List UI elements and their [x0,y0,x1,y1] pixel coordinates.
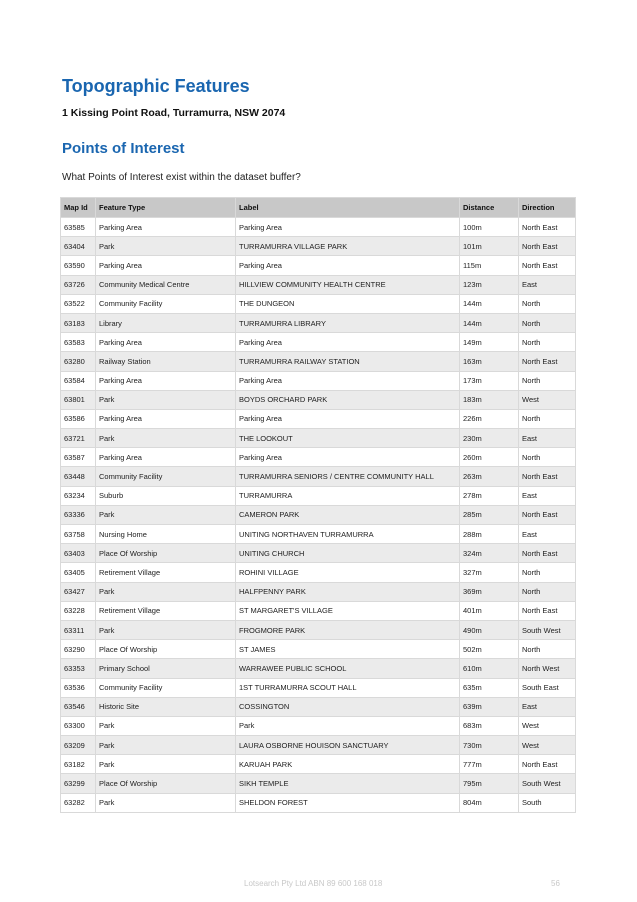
cell-direction: East [519,486,576,505]
cell-direction: North [519,371,576,390]
cell-feature-type: Community Facility [96,467,236,486]
cell-direction: West [519,736,576,755]
cell-feature-type: Parking Area [96,333,236,352]
cell-distance: 327m [460,563,519,582]
cell-distance: 163m [460,352,519,371]
cell-direction: North East [519,505,576,524]
cell-label: TURRAMURRA LIBRARY [236,313,460,332]
cell-map-id: 63300 [61,716,96,735]
table-row [61,525,576,544]
cell-direction: West [519,716,576,735]
cell-map-id: 63234 [61,486,96,505]
cell-label: UNITING CHURCH [236,544,460,563]
cell-feature-type: Primary School [96,659,236,678]
cell-map-id: 63403 [61,544,96,563]
cell-feature-type: Parking Area [96,256,236,275]
cell-label: BOYDS ORCHARD PARK [236,390,460,409]
cell-direction: North [519,640,576,659]
cell-label: Parking Area [236,448,460,467]
cell-label: TURRAMURRA SENIORS / CENTRE COMMUNITY HALL [236,467,460,486]
cell-map-id: 63183 [61,313,96,332]
points-of-interest-table [60,197,576,813]
cell-map-id: 63299 [61,774,96,793]
cell-label: ROHINI VILLAGE [236,563,460,582]
cell-distance: 369m [460,582,519,601]
cell-distance: 123m [460,275,519,294]
cell-distance: 401m [460,601,519,620]
cell-map-id: 63228 [61,601,96,620]
column-header-map-id: Map Id [61,198,96,218]
cell-distance: 144m [460,313,519,332]
cell-map-id: 63726 [61,275,96,294]
cell-feature-type: Community Facility [96,678,236,697]
cell-direction: South West [519,620,576,639]
cell-map-id: 63801 [61,390,96,409]
cell-direction: North [519,448,576,467]
cell-direction: East [519,697,576,716]
table-row [61,793,576,812]
cell-distance: 183m [460,390,519,409]
cell-feature-type: Park [96,390,236,409]
cell-label: UNITING NORTHAVEN TURRAMURRA [236,525,460,544]
table-row [61,736,576,755]
table-row [61,678,576,697]
cell-feature-type: Park [96,505,236,524]
cell-feature-type: Community Medical Centre [96,275,236,294]
table-row [61,640,576,659]
cell-direction: East [519,525,576,544]
cell-direction: North [519,313,576,332]
column-header-feature-type: Feature Type [96,198,236,218]
cell-feature-type: Place Of Worship [96,640,236,659]
cell-feature-type: Railway Station [96,352,236,371]
table-row [61,467,576,486]
cell-map-id: 63290 [61,640,96,659]
cell-label: TURRAMURRA VILLAGE PARK [236,237,460,256]
table-row [61,218,576,237]
cell-map-id: 63584 [61,371,96,390]
table-header-row [61,198,576,218]
cell-map-id: 63758 [61,525,96,544]
cell-direction: South West [519,774,576,793]
table-row [61,371,576,390]
cell-map-id: 63590 [61,256,96,275]
page-title: Topographic Features [62,76,250,96]
cell-label: THE DUNGEON [236,294,460,313]
table-row [61,755,576,774]
table-row [61,294,576,313]
cell-label: HILLVIEW COMMUNITY HEALTH CENTRE [236,275,460,294]
column-header-distance: Distance [460,198,519,218]
cell-distance: 263m [460,467,519,486]
cell-label: Parking Area [236,409,460,428]
cell-map-id: 63586 [61,409,96,428]
cell-label: COSSINGTON [236,697,460,716]
table-row [61,256,576,275]
cell-distance: 502m [460,640,519,659]
cell-direction: North [519,333,576,352]
cell-feature-type: Parking Area [96,409,236,428]
cell-label: Parking Area [236,256,460,275]
cell-distance: 730m [460,736,519,755]
table-row [61,390,576,409]
cell-direction: North East [519,256,576,275]
cell-distance: 230m [460,429,519,448]
cell-distance: 639m [460,697,519,716]
cell-label: TURRAMURRA [236,486,460,505]
cell-map-id: 63353 [61,659,96,678]
table-row [61,774,576,793]
cell-label: THE LOOKOUT [236,429,460,448]
cell-map-id: 63282 [61,793,96,812]
table-row [61,448,576,467]
cell-feature-type: Nursing Home [96,525,236,544]
cell-feature-type: Park [96,237,236,256]
table-row [61,486,576,505]
cell-distance: 795m [460,774,519,793]
table-row [61,659,576,678]
cell-label: FROGMORE PARK [236,620,460,639]
cell-direction: West [519,390,576,409]
cell-map-id: 63336 [61,505,96,524]
cell-distance: 804m [460,793,519,812]
cell-direction: North West [519,659,576,678]
cell-map-id: 63721 [61,429,96,448]
cell-distance: 490m [460,620,519,639]
cell-feature-type: Park [96,716,236,735]
cell-map-id: 63280 [61,352,96,371]
cell-label: LAURA OSBORNE HOUISON SANCTUARY [236,736,460,755]
cell-distance: 278m [460,486,519,505]
cell-feature-type: Place Of Worship [96,774,236,793]
cell-feature-type: Parking Area [96,218,236,237]
cell-distance: 226m [460,409,519,428]
cell-distance: 173m [460,371,519,390]
cell-distance: 635m [460,678,519,697]
cell-distance: 285m [460,505,519,524]
section-question: What Points of Interest exist within the dataset buffer? [62,172,301,183]
site-address: 1 Kissing Point Road, Turramurra, NSW 2074 [62,107,286,119]
cell-label: WARRAWEE PUBLIC SCHOOL [236,659,460,678]
cell-label: HALFPENNY PARK [236,582,460,601]
cell-map-id: 63405 [61,563,96,582]
cell-map-id: 63546 [61,697,96,716]
cell-distance: 101m [460,237,519,256]
cell-direction: North East [519,352,576,371]
table-row [61,409,576,428]
cell-distance: 260m [460,448,519,467]
cell-feature-type: Library [96,313,236,332]
cell-label: CAMERON PARK [236,505,460,524]
cell-label: Parking Area [236,218,460,237]
cell-feature-type: Retirement Village [96,601,236,620]
cell-label: SIKH TEMPLE [236,774,460,793]
cell-direction: North East [519,467,576,486]
table-row [61,237,576,256]
table-row [61,544,576,563]
table-row [61,333,576,352]
cell-distance: 100m [460,218,519,237]
cell-direction: East [519,275,576,294]
table-row [61,313,576,332]
cell-map-id: 63587 [61,448,96,467]
cell-direction: North [519,409,576,428]
cell-feature-type: Historic Site [96,697,236,716]
cell-map-id: 63427 [61,582,96,601]
section-title: Points of Interest [62,140,185,157]
table-row [61,275,576,294]
cell-feature-type: Park [96,793,236,812]
cell-map-id: 63182 [61,755,96,774]
cell-label: Parking Area [236,371,460,390]
cell-feature-type: Suburb [96,486,236,505]
cell-map-id: 63536 [61,678,96,697]
cell-feature-type: Parking Area [96,371,236,390]
column-header-direction: Direction [519,198,576,218]
table-row [61,352,576,371]
page-number: 56 [551,879,560,888]
cell-map-id: 63209 [61,736,96,755]
cell-feature-type: Park [96,429,236,448]
cell-label: TURRAMURRA RAILWAY STATION [236,352,460,371]
cell-direction: South East [519,678,576,697]
cell-direction: North [519,294,576,313]
cell-map-id: 63522 [61,294,96,313]
cell-direction: East [519,429,576,448]
cell-label: ST MARGARET'S VILLAGE [236,601,460,620]
cell-direction: North [519,582,576,601]
cell-feature-type: Retirement Village [96,563,236,582]
cell-map-id: 63583 [61,333,96,352]
table-row [61,582,576,601]
cell-label: Park [236,716,460,735]
table-row [61,505,576,524]
column-header-label: Label [236,198,460,218]
cell-direction: North [519,563,576,582]
table-row [61,563,576,582]
cell-label: KARUAH PARK [236,755,460,774]
cell-feature-type: Park [96,736,236,755]
cell-distance: 777m [460,755,519,774]
table-row [61,697,576,716]
cell-label: SHELDON FOREST [236,793,460,812]
table-body [61,218,576,813]
cell-distance: 144m [460,294,519,313]
table-row [61,601,576,620]
cell-map-id: 63404 [61,237,96,256]
cell-distance: 683m [460,716,519,735]
cell-distance: 324m [460,544,519,563]
cell-map-id: 63585 [61,218,96,237]
cell-distance: 115m [460,256,519,275]
cell-direction: North East [519,218,576,237]
cell-direction: North East [519,601,576,620]
cell-distance: 149m [460,333,519,352]
cell-distance: 610m [460,659,519,678]
cell-feature-type: Park [96,620,236,639]
cell-direction: North East [519,237,576,256]
cell-map-id: 63448 [61,467,96,486]
cell-label: ST JAMES [236,640,460,659]
cell-direction: South [519,793,576,812]
cell-direction: North East [519,755,576,774]
cell-feature-type: Place Of Worship [96,544,236,563]
table-row [61,620,576,639]
cell-feature-type: Community Facility [96,294,236,313]
table-row [61,429,576,448]
cell-feature-type: Park [96,582,236,601]
cell-distance: 288m [460,525,519,544]
cell-direction: North East [519,544,576,563]
footer-text: Lotsearch Pty Ltd ABN 89 600 168 018 [244,879,383,888]
cell-label: 1ST TURRAMURRA SCOUT HALL [236,678,460,697]
cell-feature-type: Parking Area [96,448,236,467]
cell-map-id: 63311 [61,620,96,639]
cell-feature-type: Park [96,755,236,774]
cell-label: Parking Area [236,333,460,352]
table-row [61,716,576,735]
